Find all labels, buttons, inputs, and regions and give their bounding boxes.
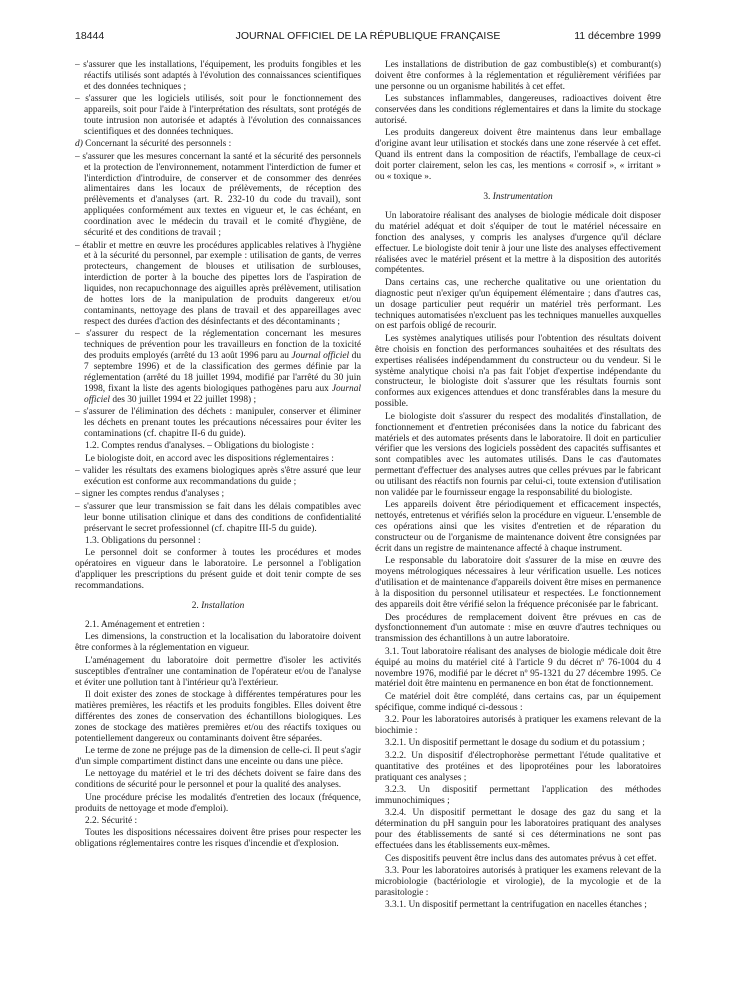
- section-number: 2.: [191, 601, 202, 612]
- section-title: Instrumentation: [492, 191, 553, 202]
- paragraph: 3.2.2. Un dispositif d'électrophorèse permettant l'étude qualitative et quantitative des protéines et des lipoprotéines pour les laboratoires pratiquant ces analyses ;: [375, 750, 661, 783]
- paragraph: Le terme de zone ne préjuge pas de la dimension de celle-ci. Il peut s'agir d'un simple compartiment distinct dans une enceinte ou dans une pièce.: [75, 745, 361, 767]
- paragraph: Ce matériel doit être complété, dans certains cas, par un équipement spécifique, comme indiqué ci-dessous :: [375, 691, 661, 713]
- paragraph: 3.1. Tout laboratoire réalisant des analyses de biologie médicale doit être équipé au moins du matériel cité à l'article 9 du décret nº 76-1004 du 4 novembre 1976, modifié par le décret nº 95-1321 du 27 décembre 1995. Ce matériel doit être maintenu en permanence en bon état de fonctionnement.: [375, 646, 661, 690]
- paragraph: Le nettoyage du matériel et le tri des déchets doivent se faire dans des conditions de sécurité pour le personnel et pour la qualité des analyses.: [75, 769, 361, 791]
- paragraph: 3.3. Pour les laboratoires autorisés à pratiquer les examens relevant de la microbiologie (bactériologie et virologie), de la mycologie et de la parasitologie :: [375, 865, 661, 898]
- paragraph: 1.2. Comptes rendus d'analyses. – Obligations du biologiste :: [85, 441, 315, 452]
- journal-reference: Journal officiel: [84, 383, 361, 405]
- paragraph: L'aménagement du laboratoire doit permettre d'isoler les activités susceptibles d'entraîner une contamination de l'opérateur et/ou de l'analyse et éviter une pollution tant à l'intérieur qu'à l'extérieur.: [75, 655, 361, 688]
- paragraph: 2.2. Sécurité :: [85, 815, 138, 826]
- paragraph: Un laboratoire réalisant des analyses de biologie médicale doit disposer du matériel adéquat et doit s'équiper de tout le matériel nécessaire en fonction des analyses, y compris les analyses d'urgence qu'il déclare effectuer. Le biologiste doit tenir à jour une liste des analyses effectivement réalisées avec le matériel présent et la mettre à la disposition des autorités compétentes.: [375, 210, 661, 276]
- list-item: – s'assurer que leur transmission se fait dans les délais compatibles avec leur bonne utilisation clinique et dans des conditions de confidentialité préservant le secret professionnel (cf. chapitre III-5 du guide).: [75, 501, 361, 534]
- list-item: – valider les résultats des examens biologiques après s'être assuré que leur exécution est conforme aux recommandations du guide ;: [75, 466, 361, 488]
- paragraph: Les substances inflammables, dangereuses, radioactives doivent être conservées dans les conditions réglementaires et dans la limite du stockage autorisé.: [375, 94, 661, 127]
- subsection-title: Concernant la sécurité des personnels :: [82, 139, 232, 150]
- paragraph: Les produits dangereux doivent être maintenus dans leur emballage d'origine avant leur utilisation et stockés dans une zone réservée à cet effet. Quand ils entrent dans la composition de réactifs, l'emballage de ceux-ci doit porter clairement, selon les cas, les mentions « corrosif », « irritant » ou « toxique ».: [375, 128, 661, 183]
- paragraph: Les dimensions, la construction et la localisation du laboratoire doivent être conformes à la réglementation en vigueur.: [75, 632, 361, 654]
- paragraph: Il doit exister des zones de stockage à différentes températures pour les matières premières, les réactifs et les produits fongibles. Elles doivent être différentes des zones de conservation des échantillons biologiques. Les zones de stockage des matières premières et/ou des réactifs toxiques ou potentiellement dangereux ou contaminants doivent être séparées.: [75, 689, 361, 744]
- text-run: des 30 juillet 1994 et 22 juillet 1998) ;: [110, 394, 257, 405]
- section-title: Installation: [201, 601, 245, 612]
- section-heading: [75, 601, 361, 612]
- paragraph: 1.3. Obligations du personnel :: [85, 536, 201, 547]
- paragraph: Les systèmes analytiques utilisés pour l'obtention des résultats doivent être choisis en fonction des performances souhaitées et des résultats des expertises réalisées indépendamment du constructeur ou du vendeur. Si le système analytique choisi n'a pas fait l'objet d'expertise indépendante du constructeur, le biologiste doit s'assurer que les résultats fournis sont conformes aux exigences attendues et donc transférables dans la mesure du possible.: [375, 333, 661, 410]
- paragraph: Dans certains cas, une recherche qualitative ou une orientation du diagnostic peut n'exiger qu'un équipement élémentaire ; dans d'autres cas, un dosage particulier peut requérir un matériel très performant. Les techniques automatisées n'excluent pas les techniques manuelles auxquelles on est parfois obligé de recourir.: [375, 277, 661, 332]
- paragraph: 2.1. Aménagement et entretien :: [85, 620, 205, 630]
- section-heading: [375, 192, 661, 203]
- paragraph: 3.3.1. Un dispositif permettant la centrifugation en nacelles étanches ;: [385, 900, 647, 911]
- page-number: 18444: [75, 30, 105, 42]
- issue-date: 11 décembre 1999: [574, 30, 661, 42]
- page-header: [75, 30, 661, 44]
- journal-reference: Journal officiel: [291, 351, 350, 362]
- list-item: – établir et mettre en œuvre les procédures applicables relatives à l'hygiène et à la sécurité du personnel, par exemple : utilisation de gants, de verres protecteurs, changement de blouses et utilisation de surblouses, interdiction de porter à la bouche des pipettes lors de l'aspiration de liquides, non recapuchonnage des aiguilles après prélèvement, utilisation de hottes lors de la manipulation de produits dangereux et/ou contaminants, nettoyage des plans de travail et des appareillages avec respect des durées d'action des désinfectants et des décontaminants ;: [75, 240, 361, 327]
- list-item: – s'assurer que les logiciels utilisés, soit pour le fonctionnement des appareils, soit pour l'aide à l'interprétation des résultats, sont protégés de toute intrusion non autorisée et adaptés à l'évolution des connaissances scientifiques et des données techniques.: [75, 94, 361, 137]
- paragraph: Le biologiste doit s'assurer du respect des modalités d'installation, de fonctionnement et d'entretien préconisées dans la notice du fabricant des matériels et des automates présents dans le laboratoire. Il doit en particulier vérifier que les versions des logiciels possèdent des capacités suffisantes et sont compatibles avec les automates utilisés. Dans le cas d'automates permettant d'effectuer des analyses autres que celles prévues par le fabricant ou utilisant des réactifs non fournis par celui-ci, toute extension d'utilisation non validée par le fournisseur engage la responsabilité du biologiste.: [375, 411, 661, 499]
- paragraph: 3.2.1. Un dispositif permettant le dosage du sodium et du potassium ;: [385, 738, 645, 749]
- list-item: – s'assurer que les installations, l'équipement, les produits fongibles et les réactifs utilisés sont adaptés à l'évolution des connaissances scientifiques et des données techniques ;: [75, 60, 361, 92]
- right-column: [375, 60, 661, 980]
- paragraph: Les appareils doivent être périodiquement et efficacement inspectés, nettoyés, entretenus et vérifiés selon la procédure en vigueur. L'ensemble de ces opérations ainsi que les visites d'entretien et de réparation du constructeur ou de l'organisme de maintenance doivent être consignées par écrit dans un registre de maintenance affecté à chaque instrument.: [375, 500, 661, 555]
- paragraph: 3.2. Pour les laboratoires autorisés à pratiquer les examens relevant de la biochimie :: [375, 715, 661, 737]
- list-item: – s'assurer que les mesures concernant la santé et la sécurité des personnels et la protection de l'environnement, notamment l'interdiction de fumer et l'interdiction d'introduire, de conserver et de consommer des denrées alimentaires dans les locaux de prélèvements, de réception des prélèvements et d'analyses (art. R. 232-10 du code du travail), sont appliquées conformément aux textes en vigueur et, le cas échéant, en coordination avec le médecin du travail et le comité d'hygiène, de sécurité et des conditions de travail ;: [75, 151, 361, 239]
- paragraph: Le personnel doit se conformer à toutes les procédures et modes opératoires en vigueur dans le laboratoire. Le personnel a l'obligation d'appliquer les prescriptions du présent guide et doit tenir compte de ses recommandations.: [75, 548, 361, 592]
- text-run: – s'assurer du respect de la réglementation concernant les mesures techniques de prévention pour les travailleurs en fonction de la toxicité des produits employés (arrêté du 13 août 1996 paru au: [75, 329, 361, 362]
- paragraph: Les installations de distribution de gaz combustible(s) et comburant(s) doivent être conformes à la réglementation et régulièrement vérifiées par une personne ou un organisme habilités à cet effet.: [375, 60, 661, 92]
- list-item: – signer les comptes rendus d'analyses ;: [75, 489, 225, 500]
- list-item: – s'assurer de l'élimination des déchets : manipuler, conserver et éliminer les déchets en prenant toutes les précautions nécessaires pour éviter les contaminations (cf. chapitre II-6 du guide).: [75, 407, 361, 439]
- list-item: [75, 329, 361, 405]
- paragraph: Des procédures de remplacement doivent être prévues en cas de dysfonctionnement d'un automate : mise en œuvre d'autres techniques ou transmission des échantillons à un autre laboratoire.: [375, 612, 661, 645]
- paragraph: 3.2.4. Un dispositif permettant le dosage des gaz du sang et la détermination du pH sanguin pour les laboratoires pratiquant des analyses pour des établissements de santé si ces déterminations ne sont pas effectuées dans les établissements eux-mêmes.: [375, 808, 661, 852]
- paragraph: Une procédure précise les modalités d'entretien des locaux (fréquence, produits de nettoyage et mode d'emploi).: [75, 792, 361, 814]
- left-column: [75, 60, 361, 980]
- paragraph: Le responsable du laboratoire doit s'assurer de la mise en œuvre des moyens métrologiques nécessaires à leur vérification usuelle. Les notices d'utilisation et de maintenance d'appareils doivent être mises en permanence à la disposition du personnel utilisateur et respectées. Le fonctionnement des appareils doit être vérifié selon la fréquence préconisée par le fabricant.: [375, 556, 661, 611]
- paragraph: 3.2.3. Un dispositif permettant l'application des méthodes immunochimiques ;: [375, 785, 661, 806]
- subsection-label: d): [75, 139, 83, 150]
- subsection-heading: [75, 139, 361, 150]
- text-run: du 7 septembre 1996) et de la classification des germes définie par la réglementation (arrêté du 18 juillet 1994, modifié par l'arrêté du 30 juin 1998, fixant la liste des agents biologiques pathogènes paru aux: [84, 351, 361, 394]
- paragraph: Toutes les dispositions nécessaires doivent être prises pour respecter les obligations réglementaires contre les risques d'incendie et d'explosion.: [75, 828, 361, 850]
- section-number: 3.: [483, 191, 493, 202]
- paragraph: Ces dispositifs peuvent être inclus dans des automates prévus à cet effet.: [385, 853, 657, 864]
- paragraph: Le biologiste doit, en accord avec les dispositions réglementaires :: [85, 453, 334, 464]
- journal-title: JOURNAL OFFICIEL DE LA RÉPUBLIQUE FRANÇAISE: [235, 30, 501, 42]
